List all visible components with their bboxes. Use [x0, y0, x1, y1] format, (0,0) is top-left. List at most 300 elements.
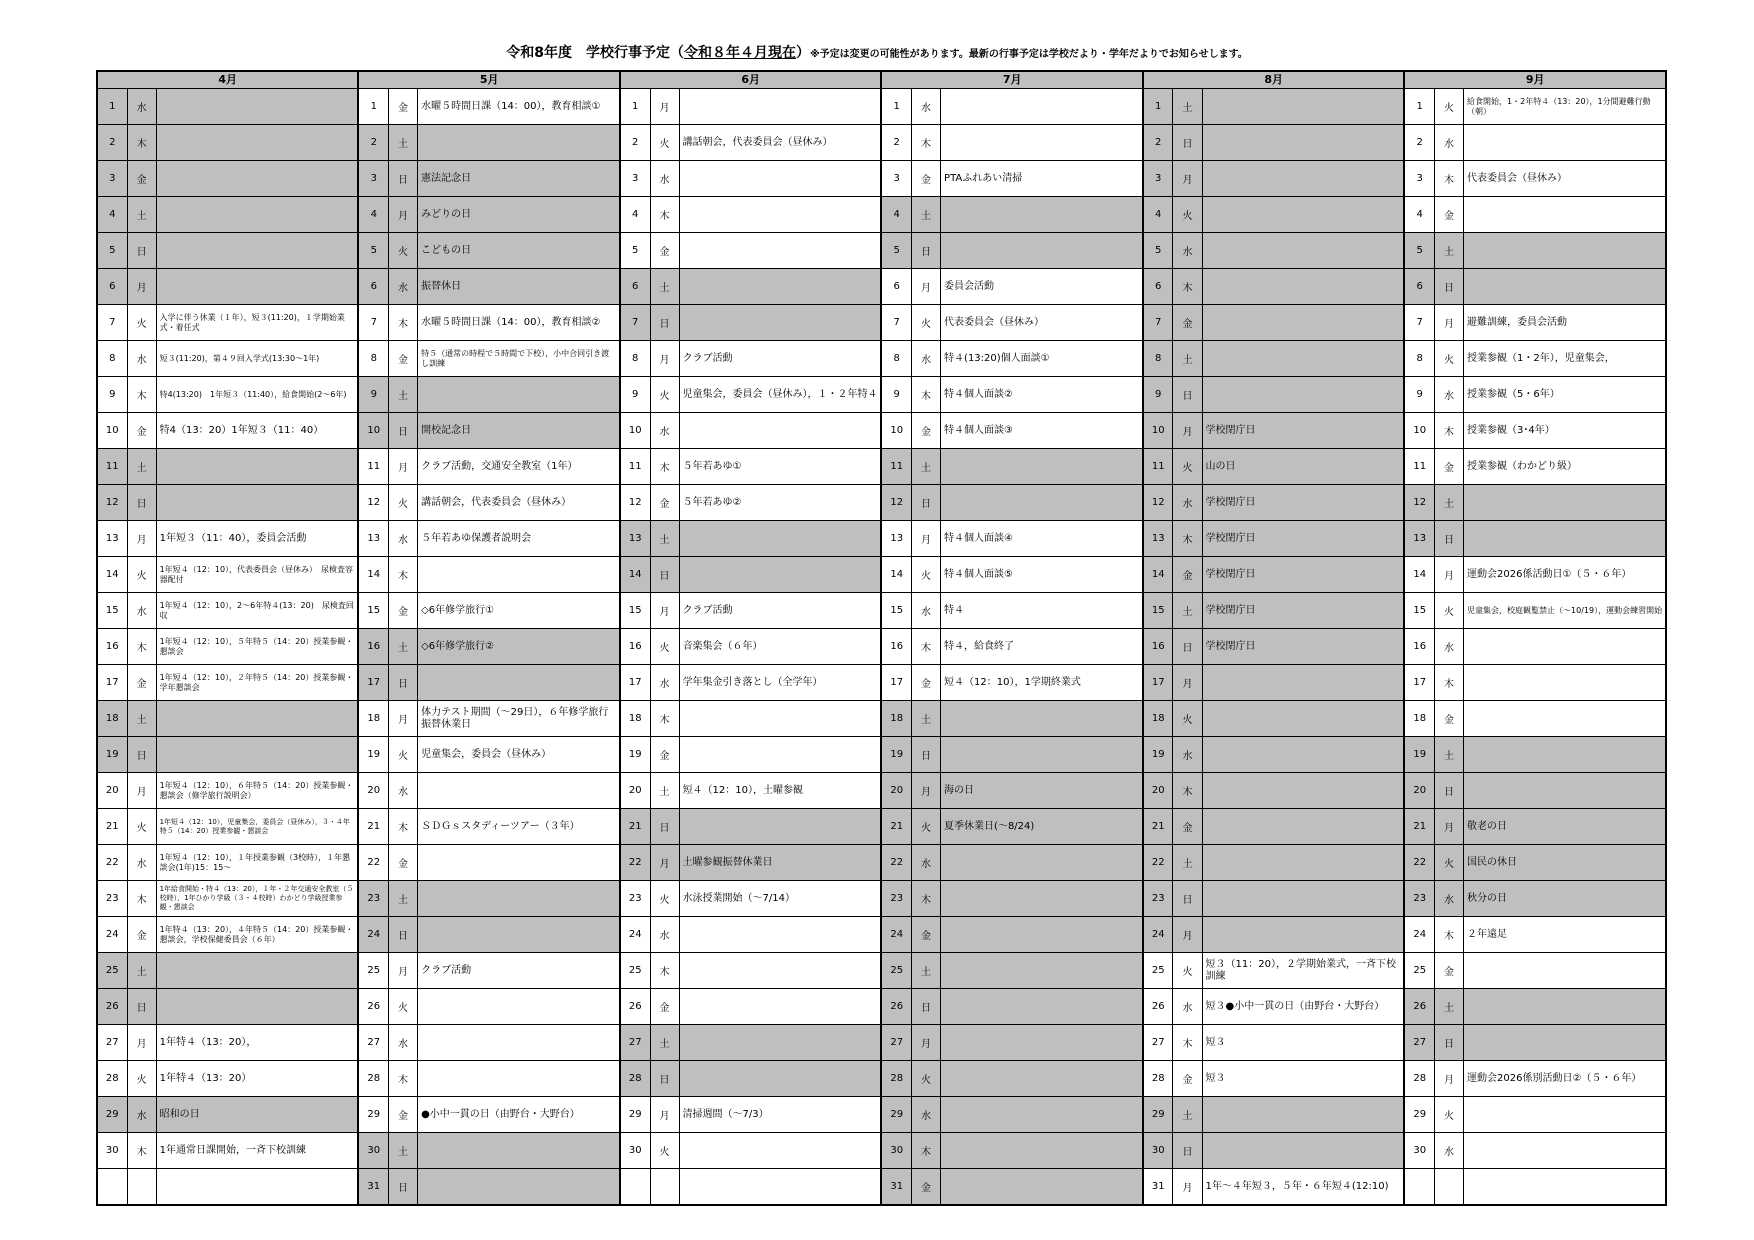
- event-text: [679, 413, 881, 449]
- event-text: [418, 377, 620, 413]
- event-text: [1202, 665, 1404, 701]
- event-text: こどもの日: [418, 233, 620, 269]
- event-text: 短３●小中一貫の日（由野台・大野台）: [1202, 989, 1404, 1025]
- table-row: [97, 593, 1666, 629]
- weekday: 土: [1173, 845, 1202, 881]
- day-number: 7: [358, 305, 388, 341]
- event-text: [1202, 845, 1404, 881]
- day-number: 5: [358, 233, 388, 269]
- event-text: [418, 881, 620, 917]
- weekday: 水: [1434, 377, 1463, 413]
- day-number: 21: [1404, 809, 1434, 845]
- event-text: 短４（12：10），土曜参観: [679, 773, 881, 809]
- day-number: 30: [97, 1133, 127, 1169]
- weekday: 日: [389, 161, 418, 197]
- weekday: 土: [650, 521, 679, 557]
- event-text: [1464, 953, 1666, 989]
- day-number: 26: [97, 989, 127, 1025]
- weekday: 日: [912, 737, 941, 773]
- weekday: 火: [650, 629, 679, 665]
- day-number: 21: [881, 809, 911, 845]
- event-text: [156, 269, 358, 305]
- weekday: 土: [912, 449, 941, 485]
- day-number: 23: [1143, 881, 1173, 917]
- weekday: 火: [912, 809, 941, 845]
- weekday: 木: [389, 305, 418, 341]
- weekday: 金: [912, 665, 941, 701]
- title-text: 令和8年度 学校行事予定（: [506, 45, 684, 61]
- event-text: [156, 701, 358, 737]
- title-close: ）: [795, 45, 810, 61]
- event-text: [679, 989, 881, 1025]
- event-text: [941, 989, 1143, 1025]
- weekday: 火: [912, 557, 941, 593]
- event-text: [941, 449, 1143, 485]
- event-text: [941, 89, 1143, 125]
- day-number: 10: [358, 413, 388, 449]
- event-text: [679, 1061, 881, 1097]
- day-number: 13: [881, 521, 911, 557]
- day-number: 11: [881, 449, 911, 485]
- weekday: 火: [912, 305, 941, 341]
- table-row: [97, 809, 1666, 845]
- event-text: [156, 89, 358, 125]
- schedule-body: [97, 89, 1666, 1206]
- day-number: 27: [358, 1025, 388, 1061]
- day-number: 13: [1404, 521, 1434, 557]
- weekday: 木: [912, 629, 941, 665]
- day-number: 27: [881, 1025, 911, 1061]
- day-number: 29: [1404, 1097, 1434, 1133]
- weekday: 木: [1434, 413, 1463, 449]
- day-number: 9: [1143, 377, 1173, 413]
- day-number: 5: [1143, 233, 1173, 269]
- event-text: [941, 953, 1143, 989]
- day-number: 7: [1143, 305, 1173, 341]
- event-text: [1464, 197, 1666, 233]
- event-text: クラブ活動，交通安全教室（1年）: [418, 449, 620, 485]
- event-text: [679, 557, 881, 593]
- event-text: ５年若あゆ保護者説明会: [418, 521, 620, 557]
- day-number: 1: [881, 89, 911, 125]
- day-number: 17: [358, 665, 388, 701]
- weekday: 火: [1434, 341, 1463, 377]
- weekday: 月: [1173, 1169, 1202, 1206]
- event-text: [1202, 269, 1404, 305]
- event-text: [1464, 665, 1666, 701]
- event-text: [418, 1061, 620, 1097]
- day-number: 7: [620, 305, 650, 341]
- weekday: 日: [389, 413, 418, 449]
- event-text: [1202, 305, 1404, 341]
- day-number: 22: [358, 845, 388, 881]
- weekday: 土: [1434, 737, 1463, 773]
- day-number: 18: [620, 701, 650, 737]
- weekday: 土: [389, 629, 418, 665]
- event-text: [679, 269, 881, 305]
- weekday: 土: [1173, 593, 1202, 629]
- event-text: [1464, 269, 1666, 305]
- event-text: [679, 305, 881, 341]
- weekday: 水: [1434, 629, 1463, 665]
- table-row: [97, 1061, 1666, 1097]
- event-text: 入学に伴う休業（１年），短３(11:20)，１学期始業式・着任式: [156, 305, 358, 341]
- weekday: 水: [1434, 881, 1463, 917]
- day-number: 16: [1404, 629, 1434, 665]
- weekday: 金: [1173, 305, 1202, 341]
- event-text: [679, 1169, 881, 1206]
- day-number: 22: [881, 845, 911, 881]
- day-number: 11: [620, 449, 650, 485]
- day-number: 25: [881, 953, 911, 989]
- day-number: 4: [1143, 197, 1173, 233]
- event-text: [941, 197, 1143, 233]
- event-text: [1202, 377, 1404, 413]
- day-number: 24: [881, 917, 911, 953]
- weekday: 月: [1173, 161, 1202, 197]
- event-text: 1年通常日課開始，一斉下校訓練: [156, 1133, 358, 1169]
- event-text: 児童集会，委員会（昼休み），１・２年特４: [679, 377, 881, 413]
- event-text: クラブ活動: [679, 593, 881, 629]
- weekday: 月: [650, 1097, 679, 1133]
- event-text: 1年短４（12：10），１年授業参観（3校時），１年懇談会(1年)15：15〜: [156, 845, 358, 881]
- weekday: 水: [389, 521, 418, 557]
- weekday: 土: [389, 125, 418, 161]
- event-text: 代表委員会（昼休み）: [941, 305, 1143, 341]
- weekday: 金: [650, 737, 679, 773]
- weekday: 日: [1173, 125, 1202, 161]
- event-text: [1202, 341, 1404, 377]
- event-text: [418, 1025, 620, 1061]
- event-text: 授業参観（5・6年）: [1464, 377, 1666, 413]
- event-text: 海の日: [941, 773, 1143, 809]
- event-text: ２年遠足: [1464, 917, 1666, 953]
- weekday: 木: [650, 197, 679, 233]
- weekday: 日: [1173, 629, 1202, 665]
- weekday: 火: [389, 989, 418, 1025]
- day-number: 14: [1143, 557, 1173, 593]
- day-number: 18: [97, 701, 127, 737]
- event-text: 児童集会，校庭観覧禁止（〜10/19），運動会練習開始: [1464, 593, 1666, 629]
- day-number: [1404, 1169, 1434, 1206]
- document-title: [0, 42, 1754, 62]
- weekday: 月: [127, 521, 156, 557]
- event-text: ５年若あゆ②: [679, 485, 881, 521]
- day-number: 10: [620, 413, 650, 449]
- weekday: 水: [127, 1097, 156, 1133]
- day-number: 17: [97, 665, 127, 701]
- weekday: [1434, 1169, 1463, 1206]
- event-text: 1年短４（12：10），２年特５（14：20）授業参観・学年懇談会: [156, 665, 358, 701]
- event-text: [418, 845, 620, 881]
- event-text: 秋分の日: [1464, 881, 1666, 917]
- weekday: 木: [1434, 917, 1463, 953]
- day-number: 1: [358, 89, 388, 125]
- day-number: 11: [358, 449, 388, 485]
- weekday: 金: [912, 161, 941, 197]
- day-number: 11: [1143, 449, 1173, 485]
- weekday: 月: [389, 701, 418, 737]
- event-text: [156, 197, 358, 233]
- day-number: 21: [1143, 809, 1173, 845]
- weekday: 水: [1434, 1133, 1463, 1169]
- event-text: [156, 449, 358, 485]
- event-text: [679, 521, 881, 557]
- event-text: [1202, 917, 1404, 953]
- weekday: 日: [127, 233, 156, 269]
- day-number: 19: [358, 737, 388, 773]
- weekday: 土: [389, 881, 418, 917]
- weekday: 火: [389, 485, 418, 521]
- event-text: 1年短４（12：10），2〜6年特４(13：20) 尿検査回収: [156, 593, 358, 629]
- day-number: 22: [620, 845, 650, 881]
- day-number: 14: [97, 557, 127, 593]
- day-number: 17: [1143, 665, 1173, 701]
- day-number: 3: [358, 161, 388, 197]
- table-row: [97, 629, 1666, 665]
- weekday: 木: [1173, 1025, 1202, 1061]
- day-number: 19: [97, 737, 127, 773]
- table-row: [97, 377, 1666, 413]
- weekday: 木: [912, 125, 941, 161]
- day-number: 1: [1404, 89, 1434, 125]
- day-number: 13: [620, 521, 650, 557]
- event-text: 1年短４（12：10），５年特５（14：20）授業参観・懇談会: [156, 629, 358, 665]
- weekday: 土: [1434, 989, 1463, 1025]
- weekday: [127, 1169, 156, 1206]
- event-text: [1464, 773, 1666, 809]
- event-text: 委員会活動: [941, 269, 1143, 305]
- day-number: 22: [1143, 845, 1173, 881]
- day-number: 27: [1143, 1025, 1173, 1061]
- event-text: 特4(13:20) 1年短３（11:40），給食開始(2〜6年): [156, 377, 358, 413]
- day-number: 16: [97, 629, 127, 665]
- table-row: [97, 665, 1666, 701]
- day-number: 2: [1404, 125, 1434, 161]
- weekday: 火: [650, 881, 679, 917]
- event-text: 短３(11:20)，第４９回入学式(13:30〜1年): [156, 341, 358, 377]
- day-number: 6: [881, 269, 911, 305]
- event-text: [679, 809, 881, 845]
- day-number: 29: [97, 1097, 127, 1133]
- event-text: [156, 485, 358, 521]
- weekday: 金: [650, 485, 679, 521]
- event-text: [941, 737, 1143, 773]
- weekday: 月: [127, 773, 156, 809]
- day-number: 23: [358, 881, 388, 917]
- event-text: [941, 1025, 1143, 1061]
- day-number: 6: [620, 269, 650, 305]
- day-number: 8: [1404, 341, 1434, 377]
- event-text: [679, 233, 881, 269]
- day-number: 23: [97, 881, 127, 917]
- event-text: 1年短４（12：10），児童集会，委員会（昼休み），３・４年特５（14：20）授業参観・懇談会: [156, 809, 358, 845]
- event-text: [1202, 1133, 1404, 1169]
- event-text: [941, 845, 1143, 881]
- event-text: 1年特４（13：20），４年特５（14：20）授業参観・懇談会，学校保健委員会（６年）: [156, 917, 358, 953]
- event-text: 短３: [1202, 1025, 1404, 1061]
- day-number: 14: [620, 557, 650, 593]
- day-number: 3: [881, 161, 911, 197]
- weekday: 木: [650, 701, 679, 737]
- event-text: 水曜５時間日課（14：00），教育相談②: [418, 305, 620, 341]
- event-text: 振替休日: [418, 269, 620, 305]
- day-number: 12: [881, 485, 911, 521]
- weekday: 土: [650, 269, 679, 305]
- day-number: 9: [358, 377, 388, 413]
- weekday: 水: [389, 1025, 418, 1061]
- event-text: [679, 737, 881, 773]
- table-row: [97, 881, 1666, 917]
- event-text: [1464, 629, 1666, 665]
- table-row: [97, 557, 1666, 593]
- weekday: 木: [127, 125, 156, 161]
- table-row: [97, 413, 1666, 449]
- weekday: 土: [1173, 341, 1202, 377]
- weekday: 日: [1434, 1025, 1463, 1061]
- day-number: 17: [620, 665, 650, 701]
- weekday: 金: [127, 665, 156, 701]
- day-number: 19: [1143, 737, 1173, 773]
- event-text: 学校閉庁日: [1202, 557, 1404, 593]
- day-number: 27: [1404, 1025, 1434, 1061]
- day-number: 19: [1404, 737, 1434, 773]
- weekday: 水: [650, 917, 679, 953]
- weekday: 金: [1434, 701, 1463, 737]
- day-number: 8: [97, 341, 127, 377]
- weekday: 土: [127, 197, 156, 233]
- day-number: 19: [881, 737, 911, 773]
- event-text: 夏季休業日(〜8/24): [941, 809, 1143, 845]
- day-number: 26: [358, 989, 388, 1025]
- event-text: [1464, 1025, 1666, 1061]
- day-number: 2: [358, 125, 388, 161]
- day-number: 8: [358, 341, 388, 377]
- weekday: 水: [650, 665, 679, 701]
- event-text: [1202, 197, 1404, 233]
- day-number: 25: [1143, 953, 1173, 989]
- weekday: 月: [912, 521, 941, 557]
- day-number: 25: [97, 953, 127, 989]
- day-number: 12: [620, 485, 650, 521]
- weekday: 日: [127, 737, 156, 773]
- event-text: 講話朝会，代表委員会（昼休み）: [418, 485, 620, 521]
- weekday: 金: [912, 917, 941, 953]
- event-text: 給食開始，1・2年特４（13：20），1分間避難行動（朝）: [1464, 89, 1666, 125]
- weekday: 月: [1173, 917, 1202, 953]
- event-text: 学校閉庁日: [1202, 629, 1404, 665]
- event-text: [1202, 809, 1404, 845]
- day-number: 4: [620, 197, 650, 233]
- weekday: 月: [650, 89, 679, 125]
- weekday: 金: [912, 413, 941, 449]
- event-text: [1202, 701, 1404, 737]
- day-number: 26: [881, 989, 911, 1025]
- event-text: 1年短３（11：40），委員会活動: [156, 521, 358, 557]
- day-number: 9: [97, 377, 127, 413]
- day-number: 29: [881, 1097, 911, 1133]
- day-number: 15: [1143, 593, 1173, 629]
- weekday: 月: [389, 197, 418, 233]
- event-text: [679, 161, 881, 197]
- day-number: 2: [881, 125, 911, 161]
- day-number: 22: [1404, 845, 1434, 881]
- event-text: 水泳授業開始（〜7/14）: [679, 881, 881, 917]
- event-text: 避難訓練，委員会活動: [1464, 305, 1666, 341]
- weekday: 金: [1434, 197, 1463, 233]
- weekday: 月: [912, 269, 941, 305]
- day-number: 24: [620, 917, 650, 953]
- day-number: 23: [1404, 881, 1434, 917]
- event-text: [1464, 521, 1666, 557]
- weekday: 木: [127, 881, 156, 917]
- event-text: 短４（12：10），1学期終業式: [941, 665, 1143, 701]
- event-text: [418, 773, 620, 809]
- day-number: 25: [620, 953, 650, 989]
- day-number: 21: [358, 809, 388, 845]
- table-row: [97, 737, 1666, 773]
- day-number: 20: [358, 773, 388, 809]
- weekday: 木: [1434, 665, 1463, 701]
- as-of-date: 令和８年４月現在: [683, 45, 796, 61]
- day-number: 1: [1143, 89, 1173, 125]
- event-text: 山の日: [1202, 449, 1404, 485]
- day-number: 30: [620, 1133, 650, 1169]
- day-number: 16: [881, 629, 911, 665]
- table-row: [97, 773, 1666, 809]
- weekday: 土: [127, 449, 156, 485]
- weekday: 火: [1173, 953, 1202, 989]
- day-number: 10: [1404, 413, 1434, 449]
- event-text: [1202, 1097, 1404, 1133]
- day-number: [620, 1169, 650, 1206]
- weekday: 土: [912, 197, 941, 233]
- event-text: 特５（通常の時程で５時間で下校），小中合同引き渡し訓練: [418, 341, 620, 377]
- weekday: 水: [389, 773, 418, 809]
- day-number: 19: [620, 737, 650, 773]
- event-text: 特４個人面談③: [941, 413, 1143, 449]
- day-number: 5: [97, 233, 127, 269]
- weekday: 火: [127, 305, 156, 341]
- weekday: 金: [389, 341, 418, 377]
- event-text: 短３: [1202, 1061, 1404, 1097]
- weekday: 火: [1173, 701, 1202, 737]
- day-number: 8: [881, 341, 911, 377]
- event-text: [1202, 125, 1404, 161]
- weekday: 月: [1434, 1061, 1463, 1097]
- weekday: 金: [389, 1097, 418, 1133]
- day-number: 6: [358, 269, 388, 305]
- day-number: 12: [1143, 485, 1173, 521]
- event-text: ◇6年修学旅行①: [418, 593, 620, 629]
- day-number: 13: [1143, 521, 1173, 557]
- event-text: 運動会2026係別活動日②（５・６年）: [1464, 1061, 1666, 1097]
- month-header-4: 4月: [97, 71, 358, 89]
- weekday: 日: [912, 989, 941, 1025]
- event-text: [941, 1097, 1143, 1133]
- day-number: 17: [1404, 665, 1434, 701]
- month-header-9: 9月: [1404, 71, 1666, 89]
- day-number: 20: [97, 773, 127, 809]
- day-number: 3: [1404, 161, 1434, 197]
- day-number: 18: [1404, 701, 1434, 737]
- day-number: 29: [358, 1097, 388, 1133]
- weekday: 日: [912, 485, 941, 521]
- day-number: 12: [1404, 485, 1434, 521]
- table-row: [97, 305, 1666, 341]
- day-number: 24: [358, 917, 388, 953]
- day-number: 30: [358, 1133, 388, 1169]
